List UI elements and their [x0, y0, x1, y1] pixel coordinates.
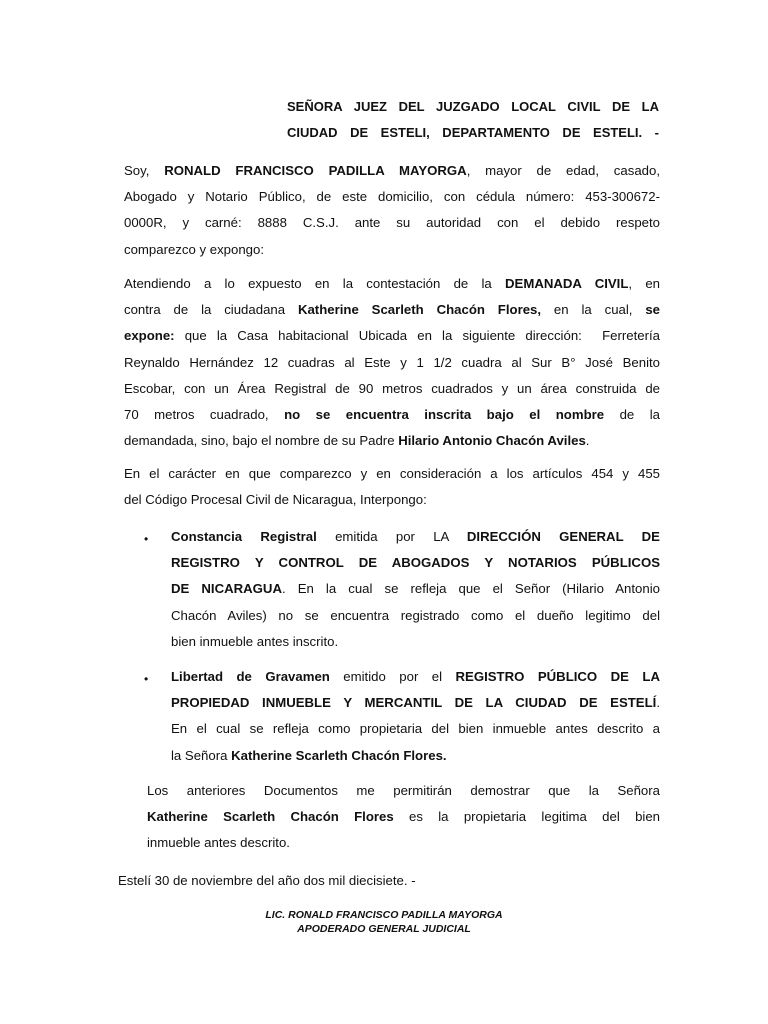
- text-line: En el carácter en que comparezco y en consideración a los artículos 454 y 455: [124, 466, 660, 481]
- conclusion-paragraph: [147, 778, 660, 857]
- text-line: contra de la ciudadana Katherine Scarleth Chacón Flores, en la cual, se: [124, 302, 660, 318]
- text-line: Reynaldo Hernández 12 cuadras al Este y 1 1/2 cuadra al Sur B° José Benito: [124, 354, 660, 370]
- text-line: Constancia Registral emitida por LA DIRECCIÓN GENERAL DE: [171, 529, 660, 544]
- heading-line-1: SEÑORA JUEZ DEL JUZGADO LOCAL CIVIL DE LA: [287, 99, 659, 114]
- bullet-icon: •: [144, 672, 149, 686]
- bullet-icon: •: [144, 532, 149, 546]
- text-line: Escobar, con un Área Registral de 90 metros cuadrados y un área construida de: [124, 380, 660, 396]
- text-line: Abogado y Notario Público, de este domicilio, con cédula número: 453-300672-: [124, 189, 660, 205]
- text-line: REGISTRO Y CONTROL DE ABOGADOS Y NOTARIOS PÚBLICOS: [171, 555, 660, 571]
- court-heading: [287, 94, 659, 146]
- exposition-paragraph: [124, 271, 660, 454]
- text-line: la Señora Katherine Scarleth Chacón Flores.: [171, 747, 447, 763]
- heading-line-2: CIUDAD DE ESTELI, DEPARTAMENTO DE ESTELI. -: [287, 125, 659, 140]
- text-line: 70 metros cuadrado, no se encuentra inscrita bajo el nombre de la: [124, 407, 660, 423]
- text-line: Soy, RONALD FRANCISCO PADILLA MAYORGA, mayor de edad, casado,: [124, 163, 660, 178]
- text-line: Chacón Aviles) no se encuentra registrado como el dueño legitimo del: [171, 607, 660, 623]
- legal-basis-paragraph: [124, 461, 660, 513]
- text-line: del Código Procesal Civil de Nicaragua, Interpongo:: [124, 492, 427, 508]
- signature-role: APODERADO GENERAL JUDICIAL: [297, 923, 471, 935]
- document-date: Estelí 30 de noviembre del año dos mil diecisiete. -: [118, 873, 416, 888]
- signature-name: LIC. RONALD FRANCISCO PADILLA MAYORGA: [265, 909, 503, 921]
- text-line: 0000R, y carné: 8888 C.S.J. ante su autoridad con el debido respeto: [124, 215, 660, 231]
- text-line: Los anteriores Documentos me permitirán demostrar que la Señora: [147, 783, 660, 798]
- text-line: Atendiendo a lo expuesto en la contestación de la DEMANADA CIVIL, en: [124, 276, 660, 291]
- evidence-item-registral: [171, 524, 660, 655]
- text-line: expone: que la Casa habitacional Ubicada en la siguiente dirección: Ferretería: [124, 328, 660, 344]
- text-line: DE NICARAGUA. En la cual se refleja que el Señor (Hilario Antonio: [171, 581, 660, 597]
- text-line: PROPIEDAD INMUEBLE Y MERCANTIL DE LA CIUDAD DE ESTELÍ.: [171, 695, 660, 711]
- text-line: Libertad de Gravamen emitido por el REGISTRO PÚBLICO DE LA: [171, 669, 661, 684]
- text-line: Katherine Scarleth Chacón Flores es la propietaria legitima del bien: [147, 809, 661, 825]
- text-line: demandada, sino, bajo el nombre de su Padre Hilario Antonio Chacón Aviles.: [124, 433, 590, 449]
- text-line: comparezco y expongo:: [124, 241, 265, 257]
- text-line: bien inmueble antes inscrito.: [171, 633, 339, 649]
- text-line: inmueble antes descrito.: [147, 835, 290, 851]
- text-line: En el cual se refleja como propietaria del bien inmueble antes descrito a: [171, 721, 660, 737]
- intro-paragraph: [124, 158, 660, 263]
- evidence-item-gravamen: [171, 664, 660, 769]
